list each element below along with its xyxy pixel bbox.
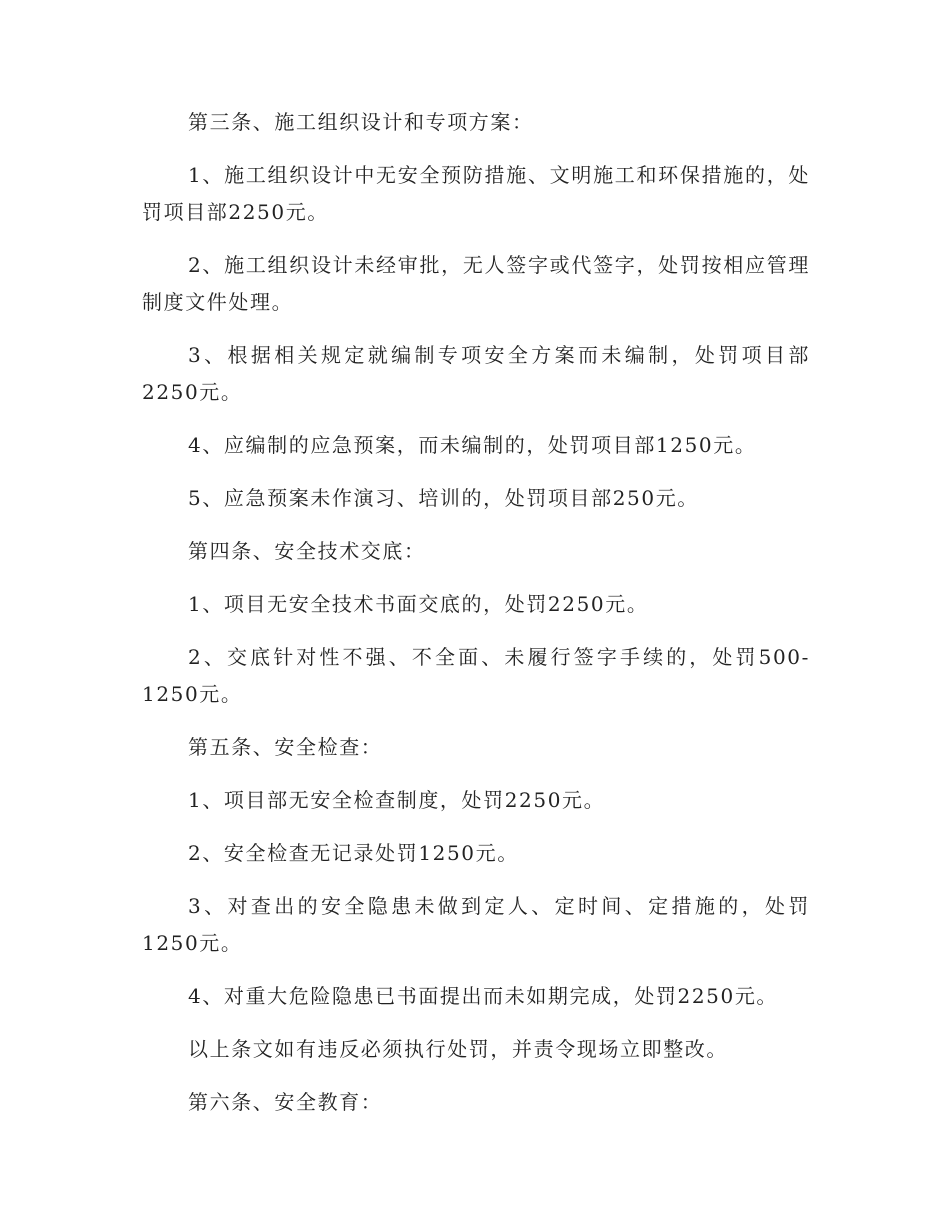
section-heading-article-3: 第三条、施工组织设计和专项方案：: [188, 110, 534, 134]
clause-3-5: 5、应急预案未作演习、培训的，处罚项目部250元。: [188, 486, 699, 510]
clause-3-4: 4、应编制的应急预案，而未编制的，处罚项目部1250元。: [188, 433, 757, 457]
clause-5-3: 3、对查出的安全隐患未做到定人、定时间、定措施的，处罚1250元。: [142, 894, 810, 955]
clause-5-4: 4、对重大危险隐患已书面提出而未如期完成，处罚2250元。: [188, 984, 779, 1008]
enforcement-note: 以上条文如有违反必须执行处罚，并责令现场立即整改。: [188, 1037, 728, 1061]
section-heading-article-6: 第六条、安全教育：: [188, 1090, 383, 1114]
section-heading-article-5: 第五条、安全检查：: [188, 735, 383, 759]
clause-3-2: 2、施工组织设计未经审批，无人签字或代签字，处罚按相应管理制度文件处理。: [142, 253, 810, 314]
clause-4-1: 1、项目无安全技术书面交底的，处罚2250元。: [188, 592, 649, 616]
clause-3-1: 1、施工组织设计中无安全预防措施、文明施工和环保措施的，处罚项目部2250元。: [142, 163, 810, 224]
clause-3-3: 3、根据相关规定就编制专项安全方案而未编制，处罚项目部2250元。: [142, 343, 810, 404]
document-body: [142, 104, 810, 1137]
clause-5-1: 1、项目部无安全检查制度，处罚2250元。: [188, 788, 606, 812]
clause-4-2: 2、交底针对性不强、不全面、未履行签字手续的，处罚500-1250元。: [142, 645, 810, 706]
clause-5-2: 2、安全检查无记录处罚1250元。: [188, 841, 519, 865]
section-heading-article-4: 第四条、安全技术交底：: [188, 539, 426, 563]
